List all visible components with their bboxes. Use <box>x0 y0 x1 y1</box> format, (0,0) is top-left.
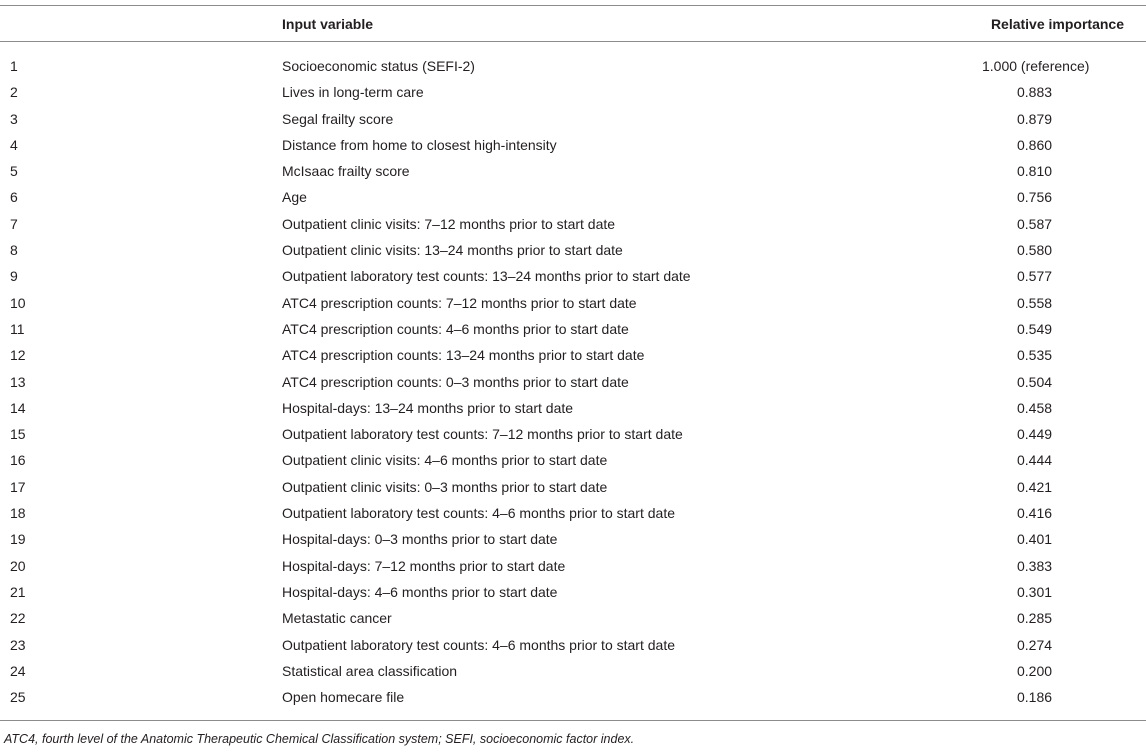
row-relative-importance: 0.421 <box>1017 478 1053 495</box>
row-relative-importance: 0.883 <box>1017 84 1053 101</box>
row-number: 3 <box>10 110 18 127</box>
header-input-variable: Input variable <box>282 16 374 32</box>
row-relative-importance: 0.401 <box>1017 531 1053 548</box>
row-number: 14 <box>10 399 26 416</box>
row-number: 20 <box>10 557 26 574</box>
row-input-variable: Metastatic cancer <box>282 610 392 627</box>
row-input-variable: Hospital-days: 7–12 months prior to start date <box>282 557 566 574</box>
row-number: 11 <box>10 320 25 337</box>
table-row <box>0 502 1146 528</box>
row-number: 8 <box>10 242 18 259</box>
row-input-variable: McIsaac frailty score <box>282 163 410 180</box>
row-input-variable: Outpatient laboratory test counts: 13–24 months prior to start date <box>282 268 691 285</box>
row-input-variable: Distance from home to closest high-intensity <box>282 136 557 153</box>
row-input-variable: Hospital-days: 4–6 months prior to start date <box>282 583 558 600</box>
row-input-variable: Socioeconomic status (SEFI-2) <box>282 58 475 74</box>
table-row <box>0 81 1146 107</box>
row-relative-importance: 0.285 <box>1017 610 1053 627</box>
row-number: 6 <box>10 189 18 206</box>
table-row <box>0 239 1146 265</box>
table-row <box>0 318 1146 344</box>
row-number: 25 <box>10 689 26 706</box>
row-input-variable: ATC4 prescription counts: 4–6 months prior to start date <box>282 320 629 337</box>
row-number: 15 <box>10 426 26 443</box>
row-input-variable: Hospital-days: 13–24 months prior to start date <box>282 399 574 416</box>
table-row <box>0 134 1146 160</box>
row-input-variable: Outpatient laboratory test counts: 7–12 months prior to start date <box>282 426 683 443</box>
row-relative-importance: 0.301 <box>1017 583 1053 600</box>
row-relative-importance: 1.000 (reference) <box>982 58 1090 74</box>
table-row <box>0 607 1146 633</box>
row-relative-importance: 0.274 <box>1017 636 1053 653</box>
row-number: 23 <box>10 636 26 653</box>
row-input-variable: Lives in long-term care <box>282 84 424 101</box>
row-number: 12 <box>10 347 26 364</box>
row-input-variable: Outpatient clinic visits: 7–12 months prior to start date <box>282 215 616 232</box>
row-relative-importance: 0.504 <box>1017 373 1053 390</box>
row-relative-importance: 0.879 <box>1017 110 1053 127</box>
table-row <box>0 265 1146 291</box>
row-input-variable: ATC4 prescription counts: 0–3 months prior to start date <box>282 373 629 390</box>
table-body <box>0 55 1146 712</box>
row-number: 17 <box>10 478 26 495</box>
row-relative-importance: 0.449 <box>1017 426 1053 443</box>
row-number: 2 <box>10 84 18 101</box>
row-number: 22 <box>10 610 26 627</box>
table-footnote: ATC4, fourth level of the Anatomic Therapeutic Chemical Classification system; SEFI, socioeconomic factor index. <box>4 732 635 746</box>
table-row <box>0 186 1146 212</box>
row-number: 13 <box>10 373 26 390</box>
row-number: 4 <box>10 136 18 153</box>
row-number: 18 <box>10 505 26 522</box>
row-input-variable: Age <box>282 189 307 206</box>
row-number: 10 <box>10 294 26 311</box>
row-relative-importance: 0.200 <box>1017 662 1053 679</box>
table-row <box>0 581 1146 607</box>
row-input-variable: Outpatient clinic visits: 0–3 months prior to start date <box>282 478 608 495</box>
row-relative-importance: 0.860 <box>1017 136 1053 153</box>
row-input-variable: Hospital-days: 0–3 months prior to start date <box>282 531 558 548</box>
table-row <box>0 634 1146 660</box>
table-bottom-rule <box>0 720 1146 721</box>
table-row <box>0 344 1146 370</box>
table-row <box>0 292 1146 318</box>
row-input-variable: Open homecare file <box>282 689 405 706</box>
row-number: 9 <box>10 268 18 285</box>
row-relative-importance: 0.558 <box>1017 294 1053 311</box>
table-row <box>0 476 1146 502</box>
row-number: 1 <box>10 58 18 74</box>
row-input-variable: Outpatient laboratory test counts: 4–6 months prior to start date <box>282 505 675 522</box>
row-input-variable: Statistical area classification <box>282 662 458 679</box>
row-input-variable: Outpatient laboratory test counts: 4–6 months prior to start date <box>282 636 675 653</box>
table-row <box>0 55 1146 81</box>
row-relative-importance: 0.810 <box>1017 163 1053 180</box>
row-number: 24 <box>10 662 26 679</box>
table-row <box>0 555 1146 581</box>
row-input-variable: ATC4 prescription counts: 13–24 months prior to start date <box>282 347 645 364</box>
table-row <box>0 397 1146 423</box>
row-relative-importance: 0.577 <box>1017 268 1053 285</box>
table-row <box>0 371 1146 397</box>
row-relative-importance: 0.416 <box>1017 505 1053 522</box>
table-row <box>0 108 1146 134</box>
row-input-variable: ATC4 prescription counts: 7–12 months prior to start date <box>282 294 637 311</box>
table-header-row <box>0 6 1146 41</box>
table-row <box>0 449 1146 475</box>
row-relative-importance: 0.587 <box>1017 215 1053 232</box>
row-input-variable: Outpatient clinic visits: 13–24 months prior to start date <box>282 242 623 259</box>
table-header-rule <box>0 41 1146 42</box>
row-relative-importance: 0.535 <box>1017 347 1053 364</box>
table-row <box>0 160 1146 186</box>
row-relative-importance: 0.580 <box>1017 242 1053 259</box>
row-number: 7 <box>10 215 18 232</box>
row-relative-importance: 0.383 <box>1017 557 1053 574</box>
header-relative-importance: Relative importance <box>990 16 1124 32</box>
row-relative-importance: 0.458 <box>1017 399 1053 416</box>
row-relative-importance: 0.444 <box>1017 452 1053 469</box>
row-input-variable: Segal frailty score <box>282 110 394 127</box>
row-number: 21 <box>10 583 26 600</box>
row-relative-importance: 0.186 <box>1017 689 1053 706</box>
row-number: 16 <box>10 452 26 469</box>
table-row <box>0 423 1146 449</box>
row-number: 5 <box>10 163 18 180</box>
table-row <box>0 213 1146 239</box>
row-relative-importance: 0.549 <box>1017 320 1053 337</box>
row-input-variable: Outpatient clinic visits: 4–6 months prior to start date <box>282 452 608 469</box>
row-number: 19 <box>10 531 26 548</box>
table-row <box>0 686 1146 712</box>
table-row <box>0 660 1146 686</box>
table-row <box>0 528 1146 554</box>
row-relative-importance: 0.756 <box>1017 189 1053 206</box>
